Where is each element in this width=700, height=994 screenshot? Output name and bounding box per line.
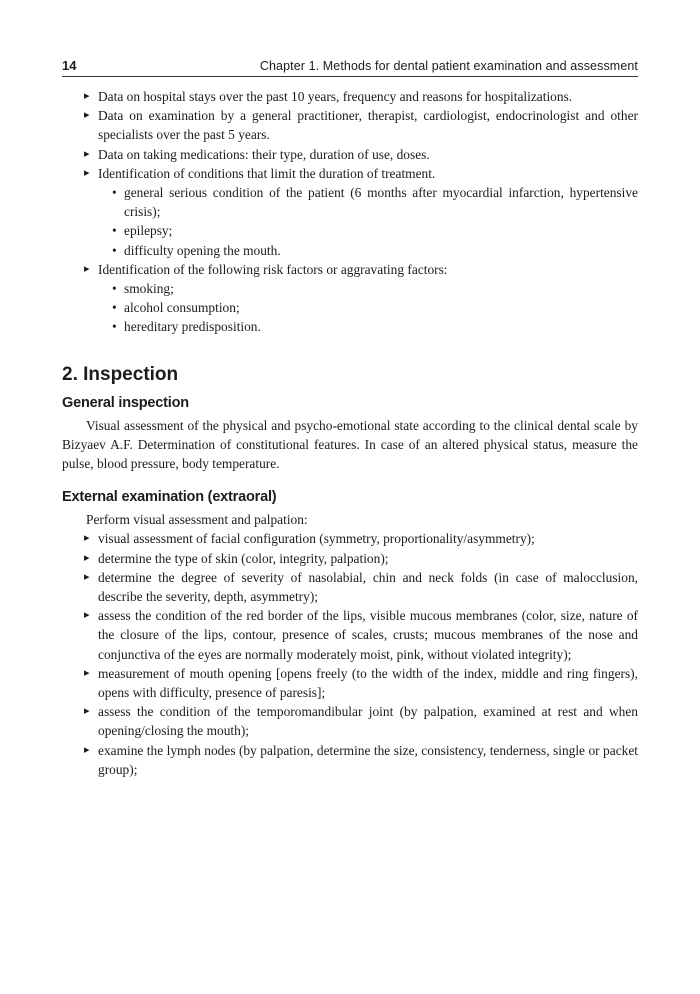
list-item: ▸ assess the condition of the red border of the lips, visible mucous membranes (color, size, nature of the closure of the lips, contour, presence of scales, crusts; mucous membranes of the nose and conjunctiva of the eyes are normally moderately moist, pink, without violated integrity); [84, 606, 638, 664]
list-item-label: Identification of the following risk factors or aggravating factors: [98, 261, 448, 277]
list-item: ▸ examine the lymph nodes (by palpation, determine the size, consistency, tenderness, single or packet group); [84, 741, 638, 779]
list-item: ▸ assess the condition of the temporomandibular joint (by palpation, examined at rest and when opening/closing the mouth); [84, 702, 638, 740]
limiting-conditions-list [112, 183, 638, 260]
external-examination-intro: Perform visual assessment and palpation: [86, 512, 308, 528]
anamnesis-list [84, 87, 638, 337]
list-item: • alcohol consumption; [112, 298, 638, 317]
list-item: • difficulty opening the mouth. [112, 241, 638, 260]
list-item: • smoking; [112, 279, 638, 298]
risk-factors-list [112, 279, 638, 337]
list-item: ▸ visual assessment of facial configuration (symmetry, proportionality/asymmetry); [84, 529, 638, 548]
list-item: • epilepsy; [112, 221, 638, 240]
list-item: ▸ measurement of mouth opening [opens freely (to the width of the index, middle and ring fingers), opens with difficulty, presence of paresis]; [84, 664, 638, 702]
section-heading: 2. Inspection [62, 363, 179, 385]
list-item: ▸ determine the degree of severity of nasolabial, chin and neck folds (in case of malocclusion, describe the severity, depth, asymmetry); [84, 568, 638, 606]
page-number: 14 [62, 58, 77, 73]
list-item: • general serious condition of the patient (6 months after myocardial infarction, hypertensive crisis); [112, 183, 638, 221]
list-item: • hereditary predisposition. [112, 317, 638, 336]
list-item: ▸ Data on taking medications: their type, duration of use, doses. [84, 145, 638, 164]
page-body [62, 87, 638, 779]
list-item-label: Identification of conditions that limit the duration of treatment. [98, 165, 436, 181]
list-item-with-sublist [84, 260, 638, 337]
list-item: ▸ Data on examination by a general practitioner, therapist, cardiologist, endocrinologist and other specialists over the past 5 years. [84, 106, 638, 144]
general-inspection-paragraph: Visual assessment of the physical and psycho-emotional state according to the clinical dental scale by Bizyaev A.F. Determination of constitutional features. In case of an altered physical status, measure the pulse, blood pressure, body temperature. [62, 417, 638, 472]
running-header [62, 58, 638, 77]
list-item: ▸ determine the type of skin (color, integrity, palpation); [84, 549, 638, 568]
subsection-heading-external: External examination (extraoral) [62, 489, 277, 506]
list-item-with-sublist [84, 164, 638, 260]
subsection-heading-general: General inspection [62, 394, 189, 411]
external-examination-list [84, 529, 638, 779]
chapter-title: Chapter 1. Methods for dental patient examination and assessment [259, 59, 638, 73]
list-item: ▸ Data on hospital stays over the past 10 years, frequency and reasons for hospitalizations. [84, 87, 638, 106]
